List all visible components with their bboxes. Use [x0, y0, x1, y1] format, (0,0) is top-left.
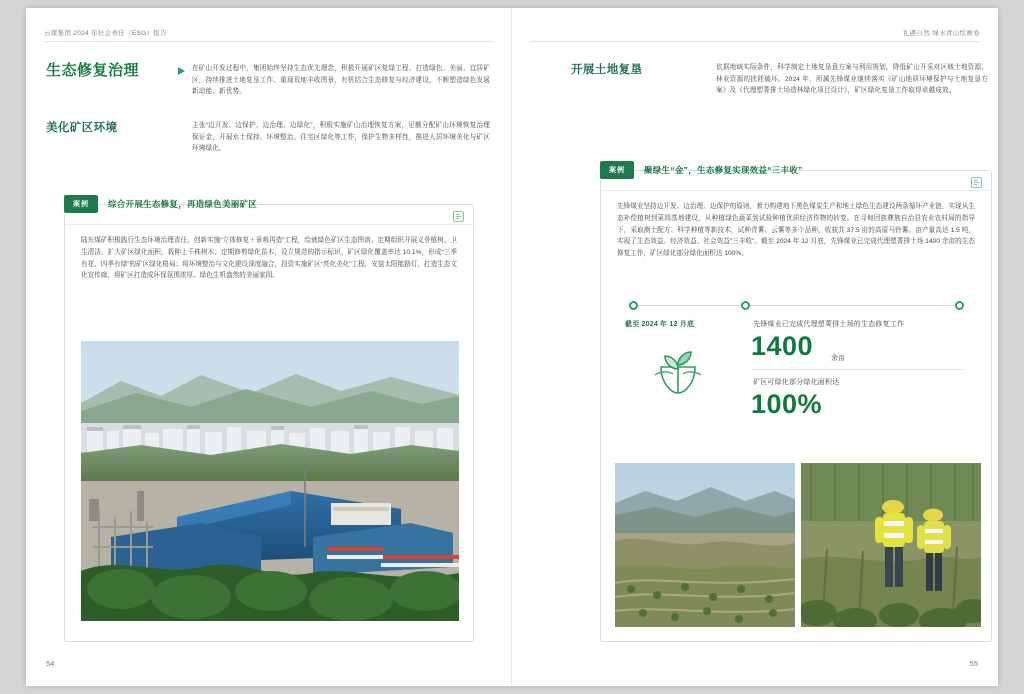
- case-rule-right: [601, 190, 991, 191]
- timeline-dot-mid: [741, 301, 750, 310]
- folio-right: 55: [969, 659, 978, 668]
- section-title: 生态修复治理: [46, 62, 140, 79]
- case-body-left: 陆东煤矿积极践行生态环境治理责任，创新实施“立体修复＋景观再造”工程，绘就绿色矿区生态图谱。定期组织开展义务植树、卫生清洁。扩大矿区绿化面积，栽种上千株树木；定期修剪绿化苗木，设立规范的指示标识，矿区绿化覆盖率达 10.1%，形成“三季有花、四季有绿”的矿区绿化格局；将环境整治与文化建设深度融合，投资实施矿区“亮化美化”工程，安装太阳能路灯，打造生态文化宣传廊，将矿区打造成环保氛围浓厚、绿色生机盎然的美丽家园。: [81, 237, 457, 280]
- case-rule-left: [65, 224, 473, 225]
- subsection-title-left: 美化矿区环境: [46, 122, 118, 134]
- stats-panel: [625, 297, 969, 449]
- reclaimed-hillside-photo: [615, 463, 795, 627]
- folio-left: 54: [46, 659, 55, 668]
- document-icon: [452, 210, 465, 223]
- timeline-dot-end: [955, 301, 964, 310]
- left-page: [26, 8, 512, 686]
- arrow-marker-icon: [178, 67, 185, 75]
- stat-item-value-1: 100%: [751, 389, 823, 419]
- right-page: [512, 8, 998, 686]
- case-box-right: [600, 164, 992, 642]
- case-tab-left: [64, 193, 257, 214]
- mine-facility-photo: [81, 341, 459, 621]
- document-icon-right: [970, 176, 983, 189]
- running-head-right: 礼遇自然·绿水青山绘画卷: [902, 30, 980, 37]
- case-tab-right: [600, 159, 803, 180]
- section-intro-text: 在矿山开发过程中，集团始终坚持生态优先理念，积极开展矿区复绿工程、打造绿色、美丽、宜居矿区，持续推进土地复垦工作、重现荒地丰收图景，有机结合生态修复与经济建设，不断塑造绿色发展新动能、新优势。: [192, 65, 490, 96]
- timeline-line: [631, 305, 963, 306]
- case-heading-left: 综合开展生态修复，再造绿色美丽矿区: [108, 198, 258, 209]
- case-body-right: 先锋煤业坚持边开发、边治理、边保护的原则，着力构建地下黑色煤炭生产和地上绿色生态建设两条循环产业链，实现从生态补偿植树到菜园基地建设，从种植绿色蔬菜到试验种植优质经济作物的转变。在寻甸回族彝族自治县农业农村局的指导下，采取测土配方、科学种植等新技术，试种青薯、云薯等多个品种，收获共 37.5 亩的高原马铃薯。亩产量高达 1.5 吨，实现了生态效益、经济效益、社会效益“三丰收”。截至 2024 年 12 月底，先锋煤业已完成代理塑菁排土场 1400 余亩的生态修复工作，矿区绿化部分绿化面积达 100%。: [617, 203, 975, 258]
- header-rule-left: [44, 41, 493, 42]
- page-spread: [26, 8, 998, 686]
- subsection-title-right: 开展土地复垦: [571, 64, 643, 76]
- stats-timeline: [625, 301, 969, 311]
- stat-item-unit-0: 余亩: [831, 355, 845, 362]
- header-rule-right: [530, 41, 980, 42]
- case-tag-label-right: 案例: [600, 161, 634, 179]
- case-tag-label: 案例: [64, 195, 98, 213]
- subsection-text-left: 主张“边开发、边保护、边治理、边绿化”，积极实施矿山治理恢复方案，足额分配矿山环境恢复治理保证金，开展水土保持、环境整治、住宅区绿化等工作，保护生物多样性，推进人居环境美化与矿区环境绿化。: [192, 122, 490, 153]
- stat-item-label-1: 矿区可绿化部分绿化面积达: [753, 379, 840, 386]
- timeline-dot-start: [629, 301, 638, 310]
- stat-item-label-0: 先锋煤业已完成代理塑菁排土场的生态修复工作: [753, 321, 905, 328]
- workers-planting-photo: [801, 463, 981, 627]
- case-box-left: [64, 198, 474, 642]
- running-head-left: 云煤集团 2024 年社会责任（ESG）报告: [44, 30, 167, 37]
- subsection-text-right: 依据地域实际条件，科学制定土地复垦意方案与利用规划，降低矿山开采对区域土地资源、林业资源的扰耗破坏。2024 年，所属先锋煤业继续落实《矿山地质环境保护与土地复垦方案》及《代理塑菁排土场造林绿化项目设计》，矿区绿化复垦工作取得卓越成效。: [716, 64, 988, 95]
- stats-divider: [751, 369, 965, 370]
- stats-timeline-label: 截至 2024 年 12 月底: [625, 321, 695, 328]
- case-heading-right: 聚绿生“金”，生态修复实现效益“三丰收”: [644, 164, 803, 175]
- stat-item-value-0: 1400: [751, 331, 814, 361]
- plant-sprout-icon: [641, 331, 715, 405]
